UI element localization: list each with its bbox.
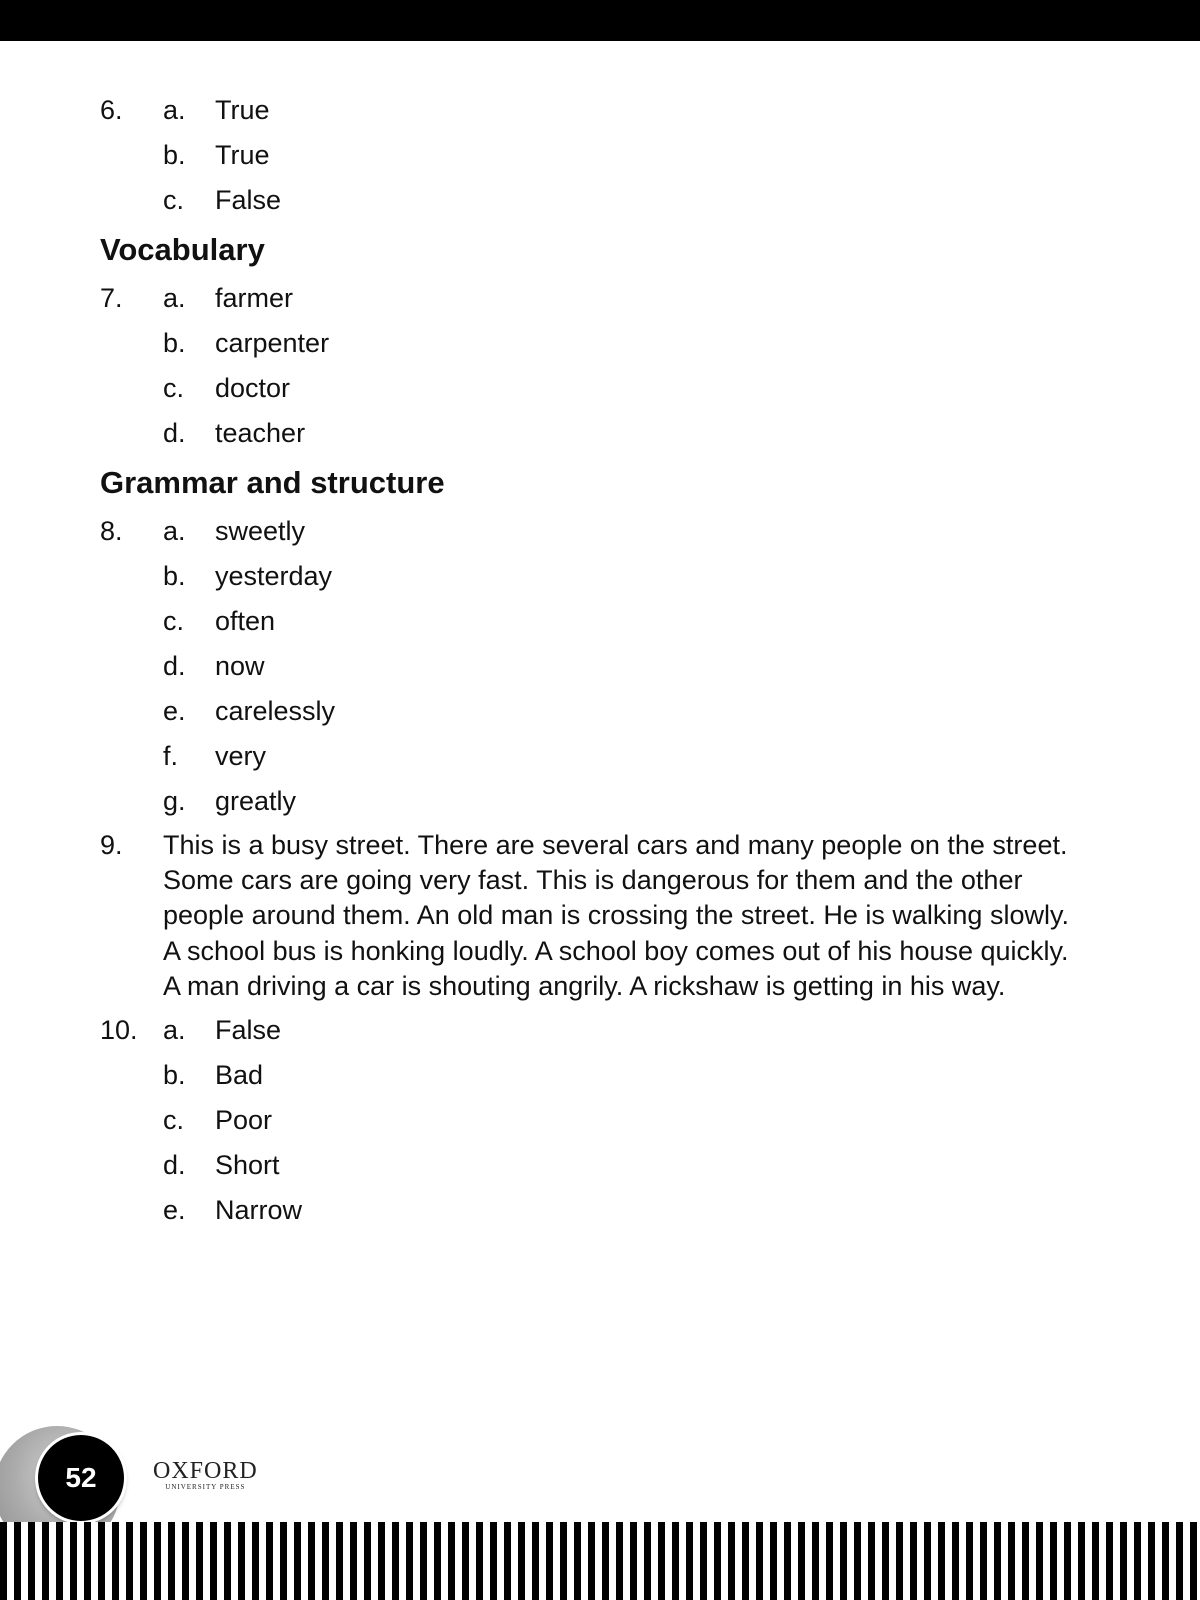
section-heading-grammar: Grammar and structure — [100, 465, 445, 500]
answer-item — [100, 368, 1080, 413]
item-letter: a. — [163, 1015, 186, 1046]
item-letter: f. — [163, 741, 179, 771]
item-letter: a. — [163, 95, 186, 125]
answer-item — [100, 90, 1080, 135]
answer-item — [100, 1100, 1080, 1145]
item-answer: Poor — [215, 1105, 273, 1136]
item-answer: farmer — [215, 283, 294, 313]
item-answer: very — [215, 741, 267, 771]
item-letter: d. — [163, 418, 186, 448]
item-answer: yesterday — [215, 561, 333, 591]
item-letter: c. — [163, 606, 185, 636]
item-answer: teacher — [215, 418, 306, 448]
section-heading-vocabulary: Vocabulary — [100, 232, 265, 267]
answer-item — [100, 736, 1080, 781]
item-letter: d. — [163, 651, 186, 681]
item-answer: Bad — [215, 1060, 264, 1091]
item-answer: True — [215, 140, 270, 170]
item-answer: True — [215, 95, 270, 125]
item-answer: Short — [215, 1150, 280, 1181]
item-answer: carpenter — [215, 328, 330, 358]
item-answer: sweetly — [215, 516, 306, 546]
publisher-name: OXFORD — [153, 1458, 258, 1484]
item-letter: b. — [163, 140, 186, 170]
item-letter: a. — [163, 516, 186, 546]
answer-item — [100, 278, 1080, 323]
answer-item — [100, 646, 1080, 691]
answer-item — [100, 556, 1080, 601]
item-answer: doctor — [215, 373, 291, 403]
item-answer: carelessly — [215, 696, 336, 726]
item-answer: often — [215, 606, 276, 636]
item-letter: b. — [163, 1060, 186, 1091]
answer-item — [100, 511, 1080, 556]
answer-item — [100, 135, 1080, 180]
item-answer: False — [215, 185, 282, 215]
answer-item — [100, 601, 1080, 646]
publisher-logo — [153, 1459, 258, 1492]
answer-item — [100, 781, 1080, 826]
question-number: 10. — [100, 1015, 138, 1046]
paragraph-text: This is a busy street. There are several cars and many people on the street. Some cars are going very fast. This is dangerous for them and the other people around them. An old man is crossing the street. He is walking slowly. A school bus is honking loudly. A school boy comes out of his house quickly. A man driving a car is shouting angrily. A rickshaw is getting in his way. — [163, 830, 1069, 1001]
item-letter: e. — [163, 696, 186, 726]
item-letter: b. — [163, 328, 186, 358]
question-number: 7. — [100, 283, 123, 313]
item-answer: Narrow — [215, 1195, 303, 1226]
answer-paragraph — [100, 828, 1080, 1004]
item-letter: e. — [163, 1195, 186, 1226]
answer-item — [100, 1145, 1080, 1190]
item-letter: c. — [163, 1105, 185, 1136]
answer-key — [100, 90, 1080, 1235]
page-number: 52 — [38, 1435, 124, 1521]
item-letter: c. — [163, 373, 185, 403]
answer-item — [100, 1190, 1080, 1235]
bottom-stripe-pattern — [0, 1522, 1200, 1600]
item-letter: b. — [163, 561, 186, 591]
item-letter: d. — [163, 1150, 186, 1181]
question-number: 6. — [100, 95, 123, 125]
item-letter: g. — [163, 786, 186, 816]
item-answer: greatly — [215, 786, 297, 816]
answer-item — [100, 691, 1080, 736]
answer-item — [100, 180, 1080, 225]
answer-item — [100, 1055, 1080, 1100]
answer-item — [100, 1010, 1080, 1055]
question-number: 9. — [100, 830, 123, 860]
question-number: 8. — [100, 516, 123, 546]
item-letter: a. — [163, 283, 186, 313]
publisher-subtitle: UNIVERSITY PRESS — [165, 1483, 246, 1491]
answer-item — [100, 413, 1080, 458]
item-answer: False — [215, 1015, 282, 1046]
top-black-bar — [0, 0, 1200, 41]
item-answer: now — [215, 651, 265, 681]
answer-item — [100, 323, 1080, 368]
item-letter: c. — [163, 185, 185, 215]
